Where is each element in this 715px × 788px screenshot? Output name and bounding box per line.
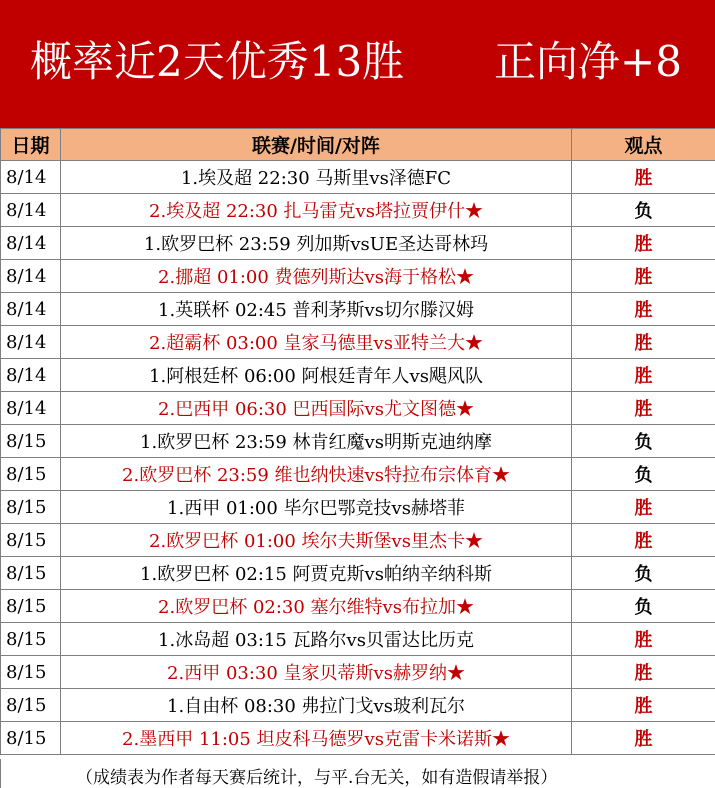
row-match: 2.埃及超 22:30 扎马雷克vs塔拉贾伊什★ <box>61 194 572 227</box>
row-date: 8/15 <box>1 689 61 722</box>
table-row <box>1 326 715 359</box>
row-match: 1.欧罗巴杯 23:59 列加斯vsUE圣达哥林玛 <box>61 227 572 260</box>
table-row <box>1 260 715 293</box>
row-match: 2.欧罗巴杯 23:59 维也纳快速vs特拉布宗体育★ <box>61 458 572 491</box>
row-match: 2.欧罗巴杯 01:00 埃尔夫斯堡vs里杰卡★ <box>61 524 572 557</box>
table-row <box>1 524 715 557</box>
table-row <box>1 227 715 260</box>
table-row <box>1 392 715 425</box>
row-date: 8/14 <box>1 392 61 425</box>
row-match: 1.阿根廷杯 06:00 阿根廷青年人vs飓风队 <box>61 359 572 392</box>
row-result: 胜 <box>572 524 715 557</box>
row-result: 胜 <box>572 260 715 293</box>
row-date: 8/15 <box>1 458 61 491</box>
row-result: 胜 <box>572 689 715 722</box>
row-result: 负 <box>572 590 715 623</box>
table-row <box>1 656 715 689</box>
row-result: 胜 <box>572 656 715 689</box>
row-date: 8/15 <box>1 557 61 590</box>
header-date: 日期 <box>1 129 61 161</box>
row-result: 负 <box>572 458 715 491</box>
table-row <box>1 590 715 623</box>
title-banner <box>0 0 715 128</box>
row-match: 1.英联杯 02:45 普利茅斯vs切尔滕汉姆 <box>61 293 572 326</box>
row-match: 1.埃及超 22:30 马斯里vs泽德FC <box>61 161 572 194</box>
row-date: 8/14 <box>1 326 61 359</box>
row-date: 8/15 <box>1 491 61 524</box>
table-header-row <box>1 129 715 161</box>
row-match: 2.超霸杯 03:00 皇家马德里vs亚特兰大★ <box>61 326 572 359</box>
row-date: 8/14 <box>1 161 61 194</box>
banner-title: 概率近2天优秀13胜 <box>30 37 405 86</box>
table-row <box>1 491 715 524</box>
row-match: 1.自由杯 08:30 弗拉门戈vs玻利瓦尔 <box>61 689 572 722</box>
table-row <box>1 722 715 755</box>
table-row <box>1 194 715 227</box>
table-row <box>1 293 715 326</box>
row-match: 1.欧罗巴杯 23:59 林肯红魔vs明斯克迪纳摩 <box>61 425 572 458</box>
row-match: 1.西甲 01:00 毕尔巴鄂竞技vs赫塔菲 <box>61 491 572 524</box>
row-date: 8/14 <box>1 260 61 293</box>
row-match: 2.挪超 01:00 费德列斯达vs海于格松★ <box>61 260 572 293</box>
row-result: 胜 <box>572 623 715 656</box>
row-date: 8/15 <box>1 722 61 755</box>
row-date: 8/14 <box>1 194 61 227</box>
row-date: 8/15 <box>1 656 61 689</box>
table-row <box>1 359 715 392</box>
row-date: 8/15 <box>1 623 61 656</box>
row-date: 8/14 <box>1 359 61 392</box>
row-match: 2.欧罗巴杯 02:30 塞尔维特vs布拉加★ <box>61 590 572 623</box>
row-result: 负 <box>572 425 715 458</box>
row-match: 2.西甲 03:30 皇家贝蒂斯vs赫罗纳★ <box>61 656 572 689</box>
table-row <box>1 458 715 491</box>
row-result: 胜 <box>572 293 715 326</box>
header-match: 联赛/时间/对阵 <box>61 129 572 161</box>
header-result: 观点 <box>572 129 715 161</box>
row-date: 8/15 <box>1 524 61 557</box>
row-match: 1.冰岛超 03:15 瓦路尔vs贝雷达比历克 <box>61 623 572 656</box>
table-row <box>1 161 715 194</box>
footer-note: （成绩表为作者每天赛后统计，与平.台无关，如有造假请举报） <box>76 768 558 788</box>
banner-subtitle: 正向净+8 <box>494 37 682 86</box>
table-row <box>1 689 715 722</box>
row-date: 8/14 <box>1 227 61 260</box>
row-result: 胜 <box>572 722 715 755</box>
table-row <box>1 425 715 458</box>
row-result: 胜 <box>572 326 715 359</box>
row-result: 胜 <box>572 392 715 425</box>
table-row <box>1 623 715 656</box>
row-result: 胜 <box>572 359 715 392</box>
table-row <box>1 557 715 590</box>
footer-note-row <box>0 759 715 788</box>
row-match: 2.巴西甲 06:30 巴西国际vs尤文图德★ <box>61 392 572 425</box>
results-table <box>0 128 715 755</box>
row-date: 8/15 <box>1 425 61 458</box>
row-match: 1.欧罗巴杯 02:15 阿贾克斯vs帕纳辛纳科斯 <box>61 557 572 590</box>
row-result: 负 <box>572 557 715 590</box>
row-date: 8/15 <box>1 590 61 623</box>
row-result: 胜 <box>572 227 715 260</box>
row-result: 负 <box>572 194 715 227</box>
row-match: 2.墨西甲 11:05 坦皮科马德罗vs克雷卡米诺斯★ <box>61 722 572 755</box>
row-result: 胜 <box>572 491 715 524</box>
row-date: 8/14 <box>1 293 61 326</box>
row-result: 胜 <box>572 161 715 194</box>
